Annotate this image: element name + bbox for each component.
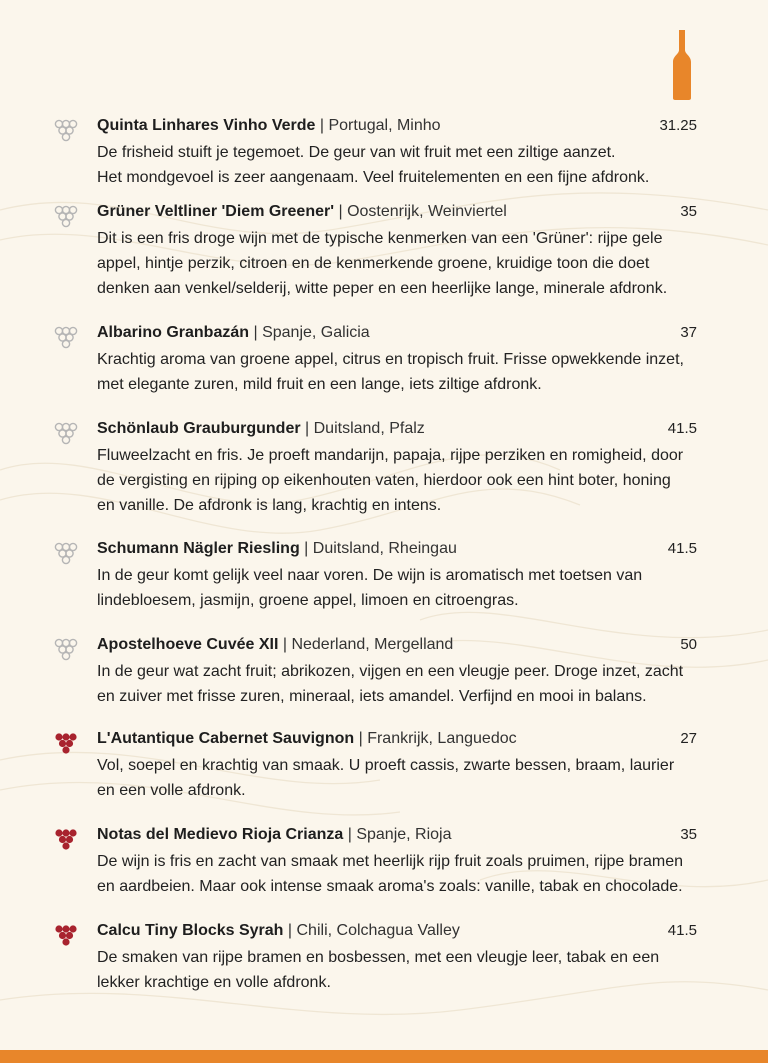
separator: |: [343, 826, 357, 843]
wine-origin: Duitsland, Pfalz: [313, 420, 425, 437]
wine-name: Quinta Linhares Vinho Verde: [97, 117, 316, 134]
wine-name: Calcu Tiny Blocks Syrah: [97, 922, 284, 939]
description-line: Vol, soepel en krachtig van smaak. U proeft cassis, zwarte bessen, braam, laurier: [97, 757, 675, 774]
red-grape-icon: [52, 731, 80, 759]
description-line: lindebloesem, jasmijn, groene appel, limoen en citroengras.: [97, 592, 519, 609]
wine-origin: Nederland, Mergelland: [291, 636, 454, 653]
wine-name: Notas del Medievo Rioja Crianza: [97, 826, 344, 843]
separator: |: [249, 324, 263, 341]
description-line: Krachtig aroma van groene appel, citrus en tropisch fruit. Frisse opwekkende inzet,: [97, 351, 684, 368]
separator: |: [283, 922, 297, 939]
description-line: De frisheid stuift je tegemoet. De geur van wit fruit met een ziltige aanzet.: [97, 144, 616, 161]
wine-description: [97, 347, 702, 397]
wine-heading: [97, 537, 697, 561]
bottom-accent-bar: [0, 1050, 768, 1063]
wine-description: [97, 140, 702, 190]
wine-description: [97, 443, 702, 518]
description-line: denken aan venkel/selderij, witte peper en een heerlijke lange, minerale afdronk.: [97, 280, 668, 297]
description-line: en een volle afdronk.: [97, 782, 246, 799]
wine-heading: [97, 417, 697, 441]
wine-description: [97, 226, 702, 301]
wine-heading: [97, 633, 697, 657]
wine-heading: [97, 823, 697, 847]
white-grape-icon: [52, 118, 80, 146]
wine-description: [97, 659, 702, 709]
wine-price: 27: [680, 730, 697, 747]
red-grape-icon: [52, 923, 80, 951]
description-line: In de geur wat zacht fruit; abrikozen, vijgen en een vleugje peer. Droge inzet, zacht: [97, 663, 684, 680]
wine-origin: Frankrijk, Languedoc: [367, 730, 517, 747]
description-line: De wijn is fris en zacht van smaak met heerlijk rijp fruit zoals pruimen, rijpe bramen: [97, 853, 683, 870]
description-line: De smaken van rijpe bramen en bosbessen, met een vleugje leer, tabak en een: [97, 949, 660, 966]
description-line: en aardbeien. Maar ook intense smaak aroma's zoals: vanille, tabak en chocolade.: [97, 878, 683, 895]
wine-origin: Oostenrijk, Weinviertel: [347, 203, 507, 220]
white-grape-icon: [52, 204, 80, 232]
description-line: Dit is een fris droge wijn met de typische kenmerken van een 'Grüner': rijpe gele: [97, 230, 663, 247]
wine-heading: [97, 321, 697, 345]
wine-origin: Spanje, Galicia: [262, 324, 370, 341]
separator: |: [300, 420, 314, 437]
description-line: Het mondgevoel is zeer aangenaam. Veel fruitelementen en een fijne afdronk.: [97, 169, 650, 186]
wine-description: [97, 945, 702, 995]
wine-name: Schönlaub Grauburgunder: [97, 420, 301, 437]
separator: |: [354, 730, 368, 747]
description-line: In de geur komt gelijk veel naar voren. De wijn is aromatisch met toetsen van: [97, 567, 643, 584]
white-grape-icon: [52, 325, 80, 353]
red-grape-icon: [52, 827, 80, 855]
white-grape-icon: [52, 637, 80, 665]
wine-price: 35: [680, 826, 697, 843]
description-line: Fluweelzacht en fris. Je proeft mandarijn, papaja, rijpe perziken en romigheid, door: [97, 447, 684, 464]
wine-price: 50: [680, 636, 697, 653]
description-line: en vanille. De afdronk is lang, krachtig en intens.: [97, 497, 442, 514]
wine-heading: [97, 200, 697, 224]
wine-price: 35: [680, 203, 697, 220]
description-line: lekker krachtige en volle afdronk.: [97, 974, 331, 991]
separator: |: [315, 117, 329, 134]
separator: |: [299, 540, 313, 557]
wine-price: 41.5: [667, 922, 697, 939]
wine-name: Grüner Veltliner 'Diem Greener': [97, 203, 335, 220]
wine-heading: [97, 114, 697, 138]
wine-bottle-icon: [672, 30, 692, 100]
wine-origin: Portugal, Minho: [328, 117, 441, 134]
white-grape-icon: [52, 421, 80, 449]
wine-price: 41.5: [667, 540, 697, 557]
wine-description: [97, 753, 702, 803]
wine-name: Schumann Nägler Riesling: [97, 540, 300, 557]
wine-description: [97, 849, 702, 899]
description-line: de vergisting en rijping op eikenhouten vaten, hierdoor ook een hint boter, honing: [97, 472, 671, 489]
wine-price: 31.25: [659, 117, 697, 134]
wine-heading: [97, 919, 697, 943]
wine-origin: Duitsland, Rheingau: [312, 540, 457, 557]
wine-price: 37: [680, 324, 697, 341]
wine-name: L'Autantique Cabernet Sauvignon: [97, 730, 355, 747]
white-grape-icon: [52, 541, 80, 569]
wine-name: Apostelhoeve Cuvée XII: [97, 636, 279, 653]
description-line: en zuiver met frisse zuren, mineraal, iets amandel. Verfijnd en mooi in balans.: [97, 688, 647, 705]
wine-name: Albarino Granbazán: [97, 324, 250, 341]
wine-description: [97, 563, 702, 613]
separator: |: [278, 636, 292, 653]
separator: |: [334, 203, 348, 220]
description-line: met elegante zuren, mild fruit en een lange, iets ziltige afdronk.: [97, 376, 542, 393]
description-line: appel, hintje perzik, citroen en de kenmerkende groene, kruidige toon die doet: [97, 255, 650, 272]
wine-heading: [97, 727, 697, 751]
wine-origin: Chili, Colchagua Valley: [296, 922, 460, 939]
wine-price: 41.5: [667, 420, 697, 437]
wine-origin: Spanje, Rioja: [356, 826, 452, 843]
